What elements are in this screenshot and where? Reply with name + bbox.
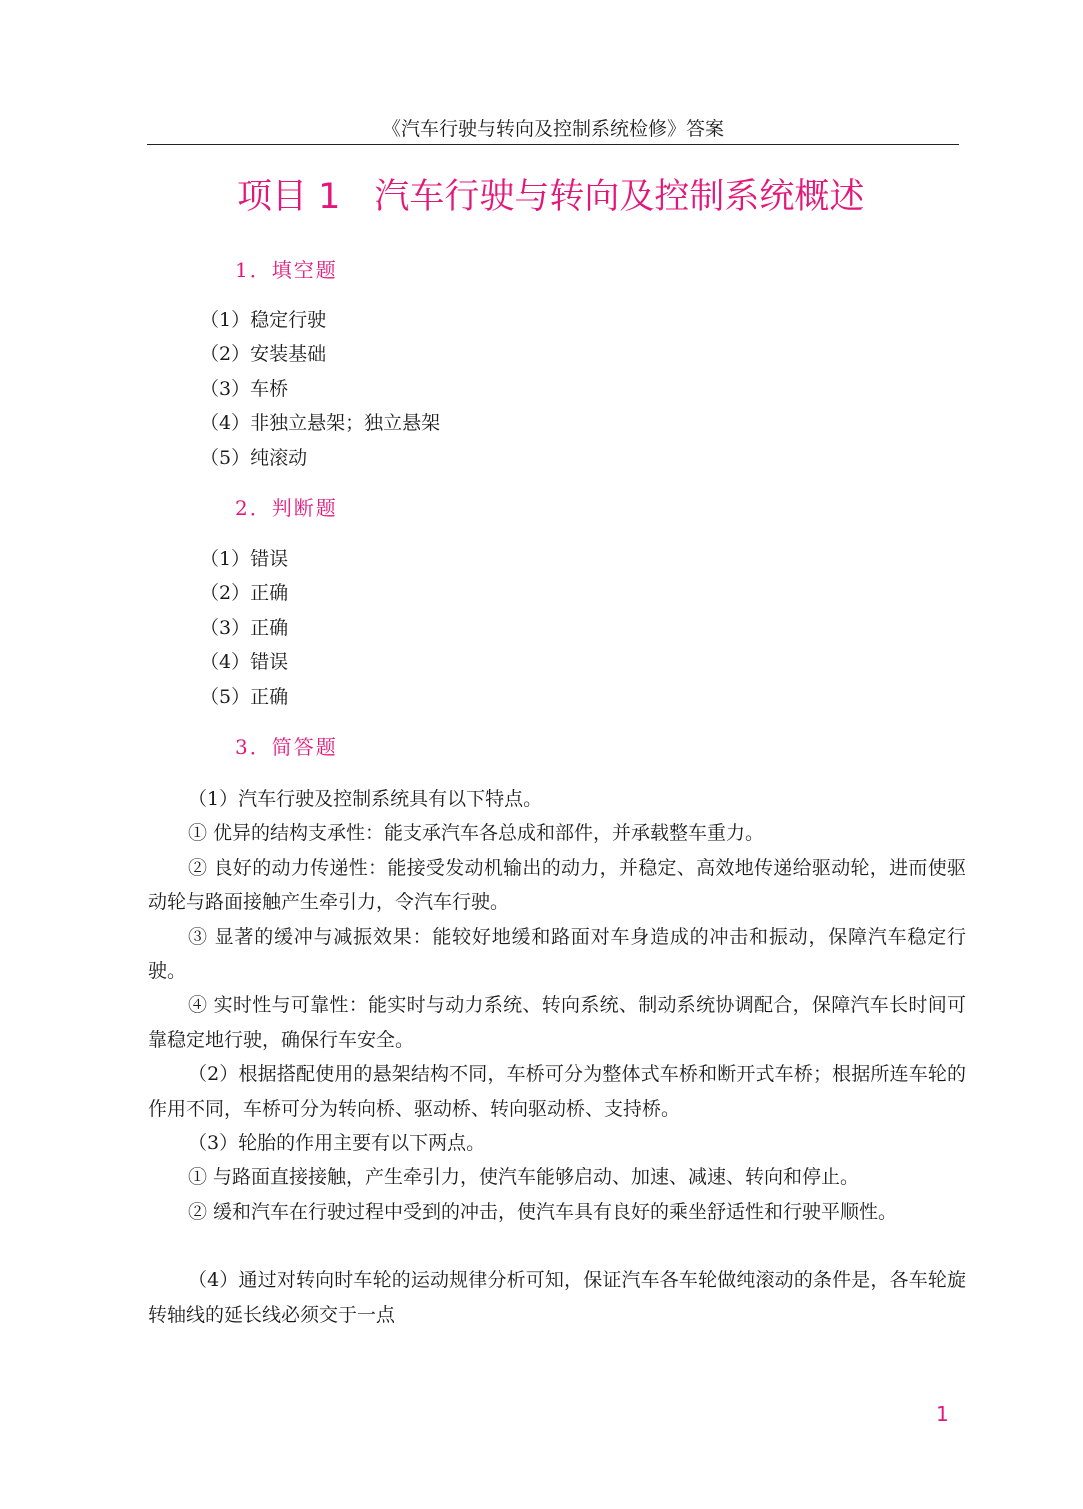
list-item: （2）安装基础 bbox=[200, 343, 327, 366]
section-title-true-false: 2．判断题 bbox=[235, 496, 338, 520]
page-number: 1 bbox=[936, 1402, 949, 1426]
chapter-title bbox=[237, 172, 864, 222]
list-item: （5）正确 bbox=[200, 685, 289, 708]
paragraph: ② 良好的动力传递性：能接受发动机输出的动力，并稳定、高效地传递给驱动轮，进而使驱动轮与路面接触产生牵引力，令汽车行驶。 bbox=[148, 856, 966, 914]
section-title-fill-blank: 1．填空题 bbox=[235, 258, 338, 282]
paragraph: （2）根据搭配使用的悬架结构不同，车桥可分为整体式车桥和断开式车桥；根据所连车轮的作用不同，车桥可分为转向桥、驱动桥、转向驱动桥、支持桥。 bbox=[148, 1063, 966, 1120]
fill-blank-answer-list bbox=[200, 303, 440, 475]
list-item: （3）正确 bbox=[200, 616, 289, 639]
paragraph: ③ 显著的缓冲与减振效果：能较好地缓和路面对车身造成的冲击和振动，保障汽车稳定行驶。 bbox=[148, 925, 966, 983]
header-divider bbox=[147, 144, 959, 145]
list-item: （4）非独立悬架；独立悬架 bbox=[200, 412, 441, 435]
list-item: （1）错误 bbox=[200, 548, 289, 570]
list-item: （4）错误 bbox=[200, 651, 289, 674]
list-item: （5）纯滚动 bbox=[200, 446, 308, 469]
true-false-answer-list bbox=[200, 542, 288, 714]
paragraph: ④ 实时性与可靠性：能实时与动力系统、转向系统、制动系统协调配合，保障汽车长时间可靠稳定地行驶，确保行车安全。 bbox=[148, 994, 966, 1051]
list-item: （1）稳定行驶 bbox=[200, 309, 327, 331]
paragraph: ② 缓和汽车在行驶过程中受到的冲击，使汽车具有良好的乘坐舒适性和行驶平顺性。 bbox=[188, 1200, 898, 1223]
paragraph: ① 与路面直接接触，产生牵引力，使汽车能够启动、加速、减速、转向和停止。 bbox=[188, 1166, 860, 1189]
list-item: （2）正确 bbox=[200, 582, 289, 605]
chapter-number: 项目 1 bbox=[237, 177, 341, 217]
section-title-short-answer: 3．简答题 bbox=[235, 735, 338, 759]
paragraph: （1）汽车行驶及控制系统具有以下特点。 bbox=[188, 788, 543, 810]
list-item: （3）车桥 bbox=[200, 377, 289, 400]
paragraph: （4）通过对转向时车轮的运动规律分析可知，保证汽车各车轮做纯滚动的条件是，各车轮旋转轴线的延长线必须交于一点 bbox=[148, 1269, 966, 1326]
paragraph: ① 优异的结构支承性：能支承汽车各总成和部件，并承载整车重力。 bbox=[188, 822, 765, 845]
running-header: 《汽车行驶与转向及控制系统检修》答案 bbox=[381, 118, 724, 140]
paragraph: （3）轮胎的作用主要有以下两点。 bbox=[188, 1132, 486, 1155]
chapter-title-text: 汽车行驶与转向及控制系统概述 bbox=[374, 177, 865, 217]
short-answer-body bbox=[148, 782, 966, 1332]
